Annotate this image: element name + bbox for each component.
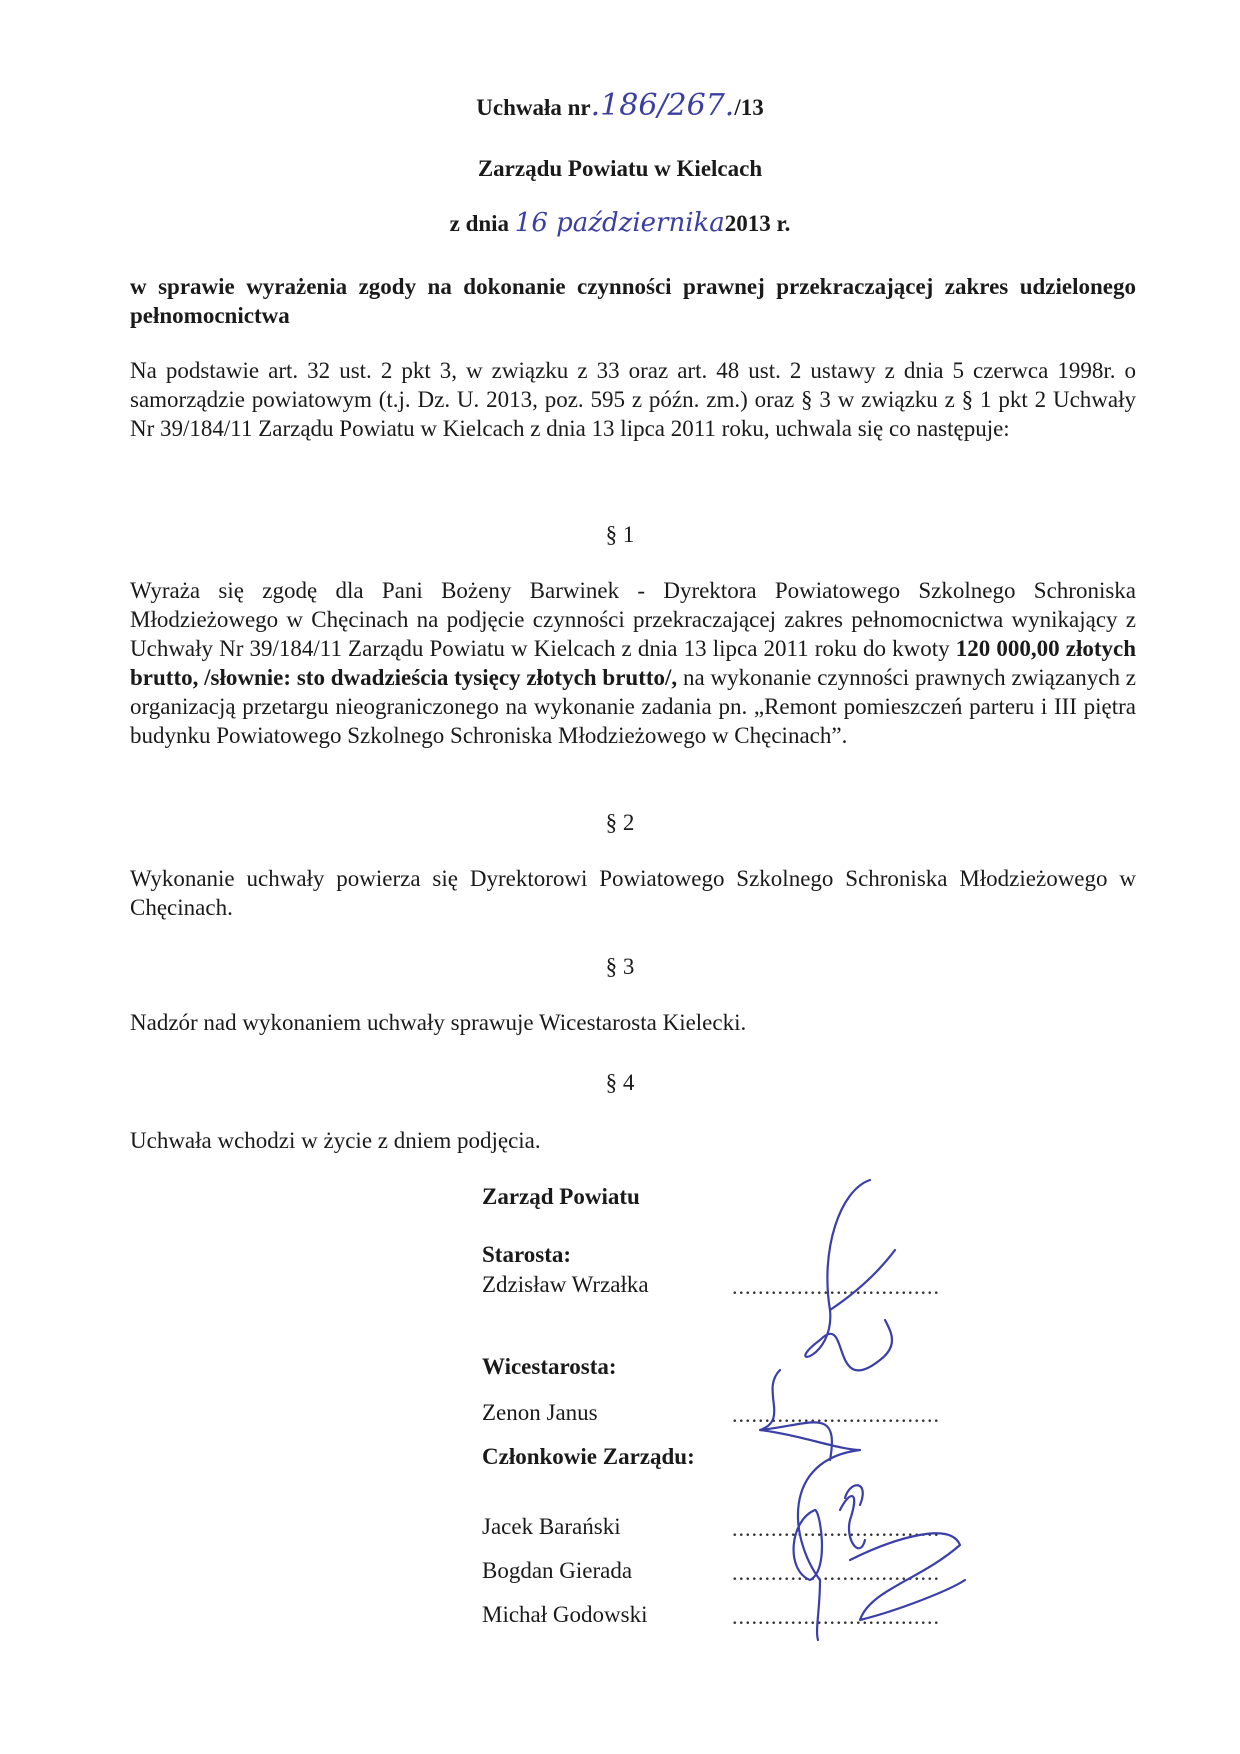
issuing-body: Zarządu Powiatu w Kielcach — [477, 156, 763, 181]
signature-wicestarosta — [760, 1370, 860, 1580]
wicestarosta-name: Zenon Janus — [482, 1400, 598, 1425]
date-prefix: z dnia — [449, 211, 510, 236]
signature-member-2 — [850, 1533, 965, 1620]
starosta-signature-line: ................................ — [732, 1274, 940, 1299]
resolution-number-handwritten: .186/267. — [590, 88, 735, 123]
member-3-signature-line: ................................ — [732, 1604, 940, 1629]
members-heading: Członkowie Zarządu: — [482, 1444, 695, 1469]
date-handwritten: 16 października — [514, 208, 725, 238]
section-2-text: Wykonanie uchwały powierza się Dyrektorowi Powiatowego Szkolnego Schroniska Młodzieżowego w Chęcinach. — [130, 866, 1136, 920]
section-3-heading: § 3 — [605, 954, 635, 979]
section-3-text: Nadzór nad wykonaniem uchwały sprawuje Wicestarosta Kielecki. — [130, 1010, 747, 1035]
wicestarosta-signature-line: ................................ — [732, 1402, 940, 1427]
wicestarosta-role: Wicestarosta: — [482, 1354, 617, 1379]
legal-basis-paragraph: Na podstawie art. 32 ust. 2 pkt 3, w związku z 33 oraz art. 48 ust. 2 ustawy z dnia 5 czerwca 1998r. o samorządzie powiatowym (t.j. Dz. U. 2013, poz. 595 z późn. zm.) oraz § 3 w związku z § 1 pkt 2 Uchwały Nr 39/184/11 Zarządu Powiatu w Kielcach z dnia 13 lipca 2011 roku, uchwala się co następuje: — [130, 358, 1136, 441]
member-2-name: Bogdan Gierada — [482, 1558, 633, 1583]
handwritten-signatures — [720, 1160, 1020, 1660]
resolution-number-line — [0, 88, 1240, 123]
section-1-text: Wyraża się zgodę dla Pani Bożeny Barwinek - Dyrektora Powiatowego Szkolnego Schroniska Młodzieżowego w Chęcinach na podjęcie czynności przekraczającej zakres pełnomocnictwa wynikający z Uchwały Nr 39/184/11 Zarządu Powiatu w Kielcach z dnia 13 lipca 2011 roku do kwoty 120 000,00 złotych brutto, /słownie: sto dwadzieścia tysięcy złotych brutto/, na wykonanie czynności prawnych związanych z organizacją przetargu nieograniczonego na wykonanie zadania pn. „Remont pomieszczeń parteru i III piętra budynku Powiatowego Szkolnego Schroniska Młodzieżowego w Chęcinach”. — [130, 578, 1136, 748]
section-2-heading: § 2 — [605, 810, 635, 835]
section-4-text: Uchwała wchodzi w życie z dniem podjęcia. — [130, 1128, 541, 1153]
section-4-heading: § 4 — [605, 1070, 635, 1095]
resolution-number-suffix: /13 — [734, 95, 764, 120]
resolution-subject: w sprawie wyrażenia zgody na dokonanie czynności prawnej przekraczającej zakres udzielonego pełnomocnictwa — [130, 274, 1136, 328]
member-3-name: Michał Godowski — [482, 1602, 648, 1627]
starosta-name: Zdzisław Wrzałka — [482, 1272, 649, 1297]
starosta-role: Starosta: — [482, 1242, 572, 1267]
resolution-date-line — [0, 208, 1240, 238]
date-suffix: 2013 r. — [724, 211, 791, 236]
section-1-heading: § 1 — [605, 522, 635, 547]
board-heading: Zarząd Powiatu — [482, 1184, 640, 1209]
resolution-number-prefix: Uchwała nr — [476, 95, 591, 120]
signature-member-1 — [794, 1485, 865, 1580]
signature-starosta — [805, 1180, 892, 1370]
member-2-signature-line: ................................ — [732, 1560, 940, 1585]
member-1-name: Jacek Barański — [482, 1514, 621, 1539]
member-1-signature-line: ................................ — [732, 1516, 940, 1541]
